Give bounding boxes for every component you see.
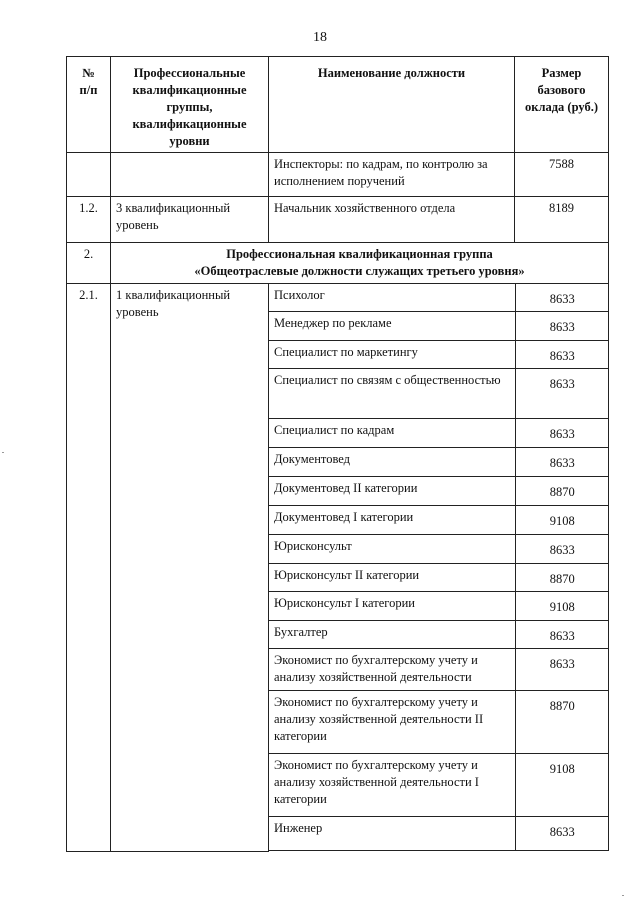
position-row <box>269 535 609 564</box>
position-row <box>269 369 609 419</box>
position-salary: 9108 <box>515 592 609 621</box>
position-salary: 9108 <box>515 754 609 817</box>
position-name: Экономист по бухгалтерскому учету и анализу хозяйственной деятельности I категории <box>269 754 515 817</box>
position-name: Специалист по связям с общественностью <box>269 369 515 419</box>
position-row <box>269 592 609 621</box>
position-row <box>269 691 609 754</box>
row-salary: 8189 <box>515 197 609 243</box>
header-groups: Профессиональные квалификационные группы, квалификационные уровни <box>111 57 269 153</box>
group-title-line1: Профессиональная квалификационная группа <box>226 247 493 262</box>
position-name: Юрисконсульт <box>269 535 515 564</box>
section-level: 1 квалификационный уровень <box>111 284 269 851</box>
row-number: 1.2. <box>67 197 111 243</box>
scan-mark <box>622 895 624 896</box>
position-row <box>269 477 609 506</box>
position-name: Юрисконсульт II категории <box>269 564 515 592</box>
position-salary: 8870 <box>515 691 609 754</box>
section-row <box>67 284 609 851</box>
position-salary: 8870 <box>515 564 609 592</box>
table-header-row <box>67 57 609 153</box>
table-row <box>67 153 609 197</box>
section-positions <box>269 284 609 851</box>
position-row <box>269 284 609 311</box>
position-row <box>269 817 609 851</box>
position-salary: 8633 <box>515 535 609 564</box>
position-name: Психолог <box>269 284 515 311</box>
position-name: Экономист по бухгалтерскому учету и анализу хозяйственной деятельности <box>269 649 515 691</box>
position-row <box>269 448 609 477</box>
position-row <box>269 564 609 592</box>
header-position: Наименование должности <box>269 57 515 153</box>
position-name: Юрисконсульт I категории <box>269 592 515 621</box>
group-title <box>111 243 609 284</box>
row-level <box>111 153 269 197</box>
position-name: Инженер <box>269 817 515 851</box>
header-number <box>67 57 111 153</box>
header-number-symbol: № <box>82 66 95 80</box>
position-row <box>269 341 609 369</box>
position-row <box>269 312 609 341</box>
position-name: Экономист по бухгалтерскому учету и анализу хозяйственной деятельности II категории <box>269 691 515 754</box>
positions-table <box>269 284 609 851</box>
table-row <box>67 197 609 243</box>
scan-mark <box>2 452 4 453</box>
row-level: 3 квалификационный уровень <box>111 197 269 243</box>
position-name: Менеджер по рекламе <box>269 312 515 341</box>
row-position: Начальник хозяйственного отдела <box>269 197 515 243</box>
position-salary: 8870 <box>515 477 609 506</box>
position-salary: 8633 <box>515 419 609 448</box>
position-row <box>269 419 609 448</box>
position-salary: 8633 <box>515 369 609 419</box>
group-title-line2: «Общеотраслевые должности служащих третьего уровня» <box>194 264 525 279</box>
position-name: Специалист по кадрам <box>269 419 515 448</box>
position-name: Специалист по маркетингу <box>269 341 515 369</box>
row-number <box>67 153 111 197</box>
group-row <box>67 243 609 284</box>
position-salary: 8633 <box>515 649 609 691</box>
position-salary: 8633 <box>515 312 609 341</box>
row-position: Инспекторы: по кадрам, по контролю за исполнением поручений <box>269 153 515 197</box>
position-name: Документовед I категории <box>269 506 515 535</box>
position-row <box>269 754 609 817</box>
position-salary: 8633 <box>515 448 609 477</box>
position-row <box>269 621 609 649</box>
position-name: Документовед <box>269 448 515 477</box>
position-row <box>269 649 609 691</box>
position-row <box>269 506 609 535</box>
position-salary: 9108 <box>515 506 609 535</box>
position-salary: 8633 <box>515 341 609 369</box>
row-salary: 7588 <box>515 153 609 197</box>
position-salary: 8633 <box>515 817 609 851</box>
position-salary: 8633 <box>515 284 609 311</box>
salary-table <box>66 56 609 852</box>
page-number: 18 <box>313 30 327 45</box>
section-number: 2.1. <box>67 284 111 851</box>
group-number: 2. <box>67 243 111 284</box>
position-salary: 8633 <box>515 621 609 649</box>
position-name: Бухгалтер <box>269 621 515 649</box>
header-salary: Размер базового оклада (руб.) <box>515 57 609 153</box>
position-name: Документовед II категории <box>269 477 515 506</box>
header-number-sub: п/п <box>79 82 98 97</box>
